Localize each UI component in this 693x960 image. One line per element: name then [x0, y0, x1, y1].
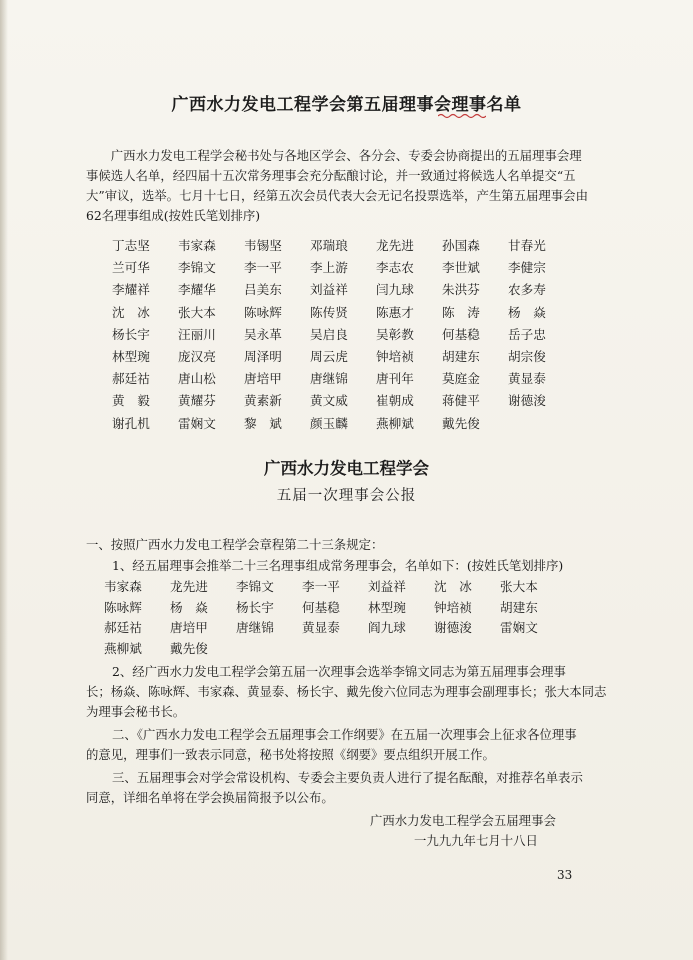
item2-line-1: 二、《广西水力发电工程学会五届理事会工作纲要》在五届一次理事会上征求各位理事 [112, 727, 577, 742]
name-cell: 李志农 [376, 260, 414, 276]
name-cell: 杨长宇 [236, 599, 274, 615]
item1-sub2-line-3: 为理事会秘书长。 [86, 704, 186, 719]
name-cell: 黄耀芬 [178, 393, 216, 409]
name-cell: 丁志坚 [112, 238, 150, 253]
name-cell: 刘益祥 [368, 579, 406, 594]
name-cell: 韦锡坚 [244, 238, 282, 253]
name-cell: 刘益祥 [310, 282, 348, 298]
name-cell: 孙国森 [442, 238, 480, 253]
name-cell: 唐继锦 [310, 371, 348, 387]
name-cell: 李上游 [310, 260, 348, 276]
item1-line: 一、按照广西水力发电工程学会章程第二十三条规定： [86, 537, 384, 552]
name-cell: 钟培祯 [434, 599, 472, 615]
name-cell: 戴先俊 [170, 640, 208, 656]
name-cell: 郝廷祜 [104, 620, 142, 635]
section1-title: 广西水力发电工程学会第五届理事会理事名单 [171, 95, 522, 115]
name-cell: 杨长宇 [112, 326, 150, 342]
name-cell: 唐培甲 [244, 371, 282, 387]
name-cell: 李锦文 [236, 579, 274, 594]
name-cell: 周泽明 [244, 349, 282, 364]
intro-line-2: 事候选人名单，经四届十五次常务理事会充分酝酿讨论，并一致通过将候选人名单提交“五 [86, 168, 576, 183]
name-cell: 雷娴文 [178, 415, 216, 431]
name-cell: 钟培祯 [376, 349, 414, 364]
name-cell: 林型琬 [368, 599, 406, 615]
name-cell: 谢德浚 [434, 620, 472, 635]
name-cell: 邓瑞琅 [310, 238, 348, 253]
name-cell: 张大本 [178, 304, 216, 320]
underline-squiggle [438, 113, 486, 119]
intro-line-3: 大”审议，选举。七月十七日，经第五次会员代表大会无记名投票选举，产生第五届理事会由 [86, 188, 588, 203]
name-cell: 何基稳 [302, 599, 340, 615]
name-cell: 胡建东 [442, 349, 480, 364]
name-cell: 陈传贤 [310, 304, 348, 320]
name-cell: 莫庭金 [442, 371, 480, 387]
name-cell: 黄显泰 [302, 620, 340, 635]
name-cell: 李锦文 [178, 260, 216, 276]
intro-line-1: 广西水力发电工程学会秘书处与各地区学会、各分会、专委会协商提出的五届理事会理 [110, 148, 582, 163]
page-number: 33 [557, 868, 573, 882]
name-cell: 周云虎 [310, 349, 348, 364]
name-cell: 燕柳斌 [104, 640, 142, 656]
item1-sub2-line-2: 长；杨焱、陈咏辉、韦家森、黄显泰、杨长宇、戴先俊六位同志为理事会副理事长；张大本同志 [86, 684, 607, 699]
name-cell: 甘春光 [508, 238, 546, 253]
name-cell: 林型琬 [112, 349, 150, 364]
name-cell: 李健宗 [508, 260, 546, 276]
name-cell: 郝廷祜 [112, 371, 150, 387]
item2-line-2: 的意见，理事们一致表示同意，秘书处将按照《纲要》要点组织开展工作。 [86, 747, 495, 762]
name-cell: 李世斌 [442, 260, 480, 276]
name-cell: 吴启良 [310, 326, 348, 342]
name-cell: 陈咏辉 [244, 304, 282, 320]
name-cell: 吴彰教 [376, 326, 414, 342]
name-cell: 陈 涛 [442, 304, 480, 320]
name-cell: 黄 毅 [112, 393, 150, 409]
name-cell: 沈 冰 [112, 304, 150, 320]
name-cell: 唐山松 [178, 371, 216, 387]
name-cell: 崔朝成 [376, 393, 414, 409]
name-cell: 李一平 [244, 260, 282, 276]
signature-org: 广西水力发电工程学会五届理事会 [370, 813, 556, 828]
name-cell: 杨 焱 [508, 304, 546, 320]
name-cell: 雷娴文 [500, 620, 538, 635]
name-cell: 何基稳 [442, 326, 480, 342]
name-cell: 吕美东 [244, 282, 282, 298]
name-cell: 李一平 [302, 579, 340, 594]
name-cell: 戴先俊 [442, 415, 480, 431]
name-cell: 韦家森 [178, 238, 216, 253]
name-cell: 沈 冰 [434, 579, 472, 594]
name-cell: 黄显泰 [508, 371, 546, 387]
name-cell: 农多寿 [508, 282, 546, 298]
intro-line-4: 62名理事组成(按姓氏笔划排序) [86, 208, 261, 223]
name-cell: 朱洪芬 [442, 282, 480, 298]
name-cell: 杨 焱 [170, 599, 208, 615]
page-edge-shadow [0, 0, 8, 960]
name-cell: 唐刊年 [376, 371, 414, 387]
name-cell: 蒋健平 [442, 393, 480, 409]
name-cell: 岳子忠 [508, 326, 546, 342]
item3-line-2: 同意，详细名单将在学会换届简报予以公布。 [86, 790, 334, 805]
name-cell: 李耀祥 [112, 282, 150, 298]
section2-subtitle: 五届一次理事会公报 [276, 488, 417, 504]
name-cell: 唐继锦 [236, 620, 274, 635]
item1-sub1: 1、经五届理事会推举二十三名理事组成常务理事会，名单如下：(按姓氏笔划排序) [112, 558, 564, 573]
name-cell: 张大本 [500, 579, 538, 594]
name-cell: 李耀华 [178, 282, 216, 298]
name-cell: 黎 斌 [244, 415, 282, 431]
name-cell: 胡建东 [500, 599, 538, 615]
name-cell: 黄文威 [310, 393, 348, 409]
name-cell: 唐培甲 [170, 620, 208, 635]
name-cell: 韦家森 [104, 579, 142, 594]
name-cell: 闫九球 [376, 282, 414, 298]
item3-line-1: 三、五届理事会对学会常设机构、专委会主要负责人进行了提名酝酿，对推荐名单表示 [112, 770, 583, 785]
name-cell: 阎九球 [368, 620, 406, 635]
name-cell: 燕柳斌 [376, 415, 414, 431]
name-cell: 龙先进 [376, 238, 414, 253]
name-cell: 兰可华 [112, 260, 150, 276]
name-cell: 陈惠才 [376, 304, 414, 320]
name-cell: 谢德浚 [508, 393, 546, 409]
section2-title: 广西水力发电工程学会 [264, 459, 429, 478]
signature-date: 一九九九年七月十八日 [414, 833, 538, 848]
name-cell: 庞汉亮 [178, 349, 216, 364]
name-cell: 汪丽川 [178, 326, 216, 342]
name-cell: 谢孔机 [112, 415, 150, 431]
name-cell: 黄素新 [244, 393, 282, 409]
name-cell: 陈咏辉 [104, 599, 142, 615]
name-cell: 吴永革 [244, 326, 282, 342]
item1-sub2-line-1: 2、经广西水力发电工程学会第五届一次理事会选举李锦文同志为第五届理事会理事 [112, 664, 566, 679]
name-cell: 颜玉麟 [310, 415, 348, 431]
name-cell: 龙先进 [170, 579, 208, 594]
name-cell: 胡宗俊 [508, 349, 546, 364]
